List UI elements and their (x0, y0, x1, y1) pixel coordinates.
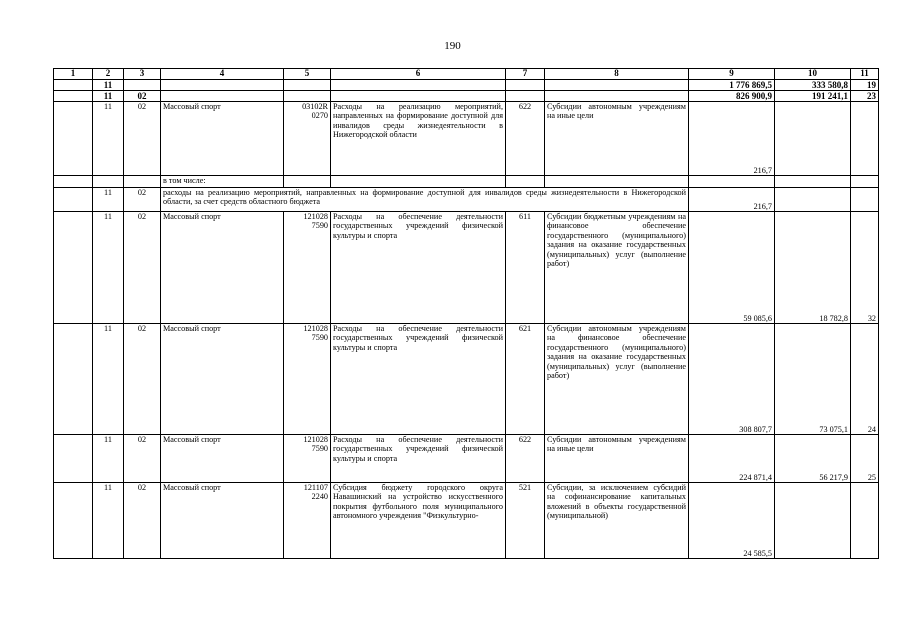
subsection-total-row (54, 91, 879, 102)
expense-type-code: 611 (506, 212, 545, 324)
section-total-row (54, 80, 879, 91)
amount-col10: 18 782,8 (775, 212, 851, 324)
expense-description: Расходы на обеспечение деятельности государственных учреждений физической культуры и спорта (331, 212, 506, 324)
budget-table (53, 68, 879, 559)
target-article-code: 121028 7590 (284, 435, 331, 483)
expense-type-code: 622 (506, 102, 545, 176)
subsection-code (124, 80, 161, 91)
section-code: 11 (93, 102, 124, 176)
subsection-code: 02 (124, 212, 161, 324)
value-col11 (851, 483, 879, 559)
page-number: 190 (444, 40, 461, 52)
amount-col10 (775, 483, 851, 559)
target-article-code: 121107 2240 (284, 483, 331, 559)
table-row (54, 483, 879, 559)
expense-type-code: 622 (506, 435, 545, 483)
column-header: 7 (506, 69, 545, 80)
subsection-name: Массовый спорт (161, 483, 284, 559)
column-header: 11 (851, 69, 879, 80)
amount-col9: 59 085,6 (689, 212, 775, 324)
expense-description: Расходы на обеспечение деятельности государственных учреждений физической культуры и спорта (331, 324, 506, 435)
value-col11: 25 (851, 435, 879, 483)
subsection-name: Массовый спорт (161, 324, 284, 435)
amount-col10: 333 580,8 (775, 80, 851, 91)
amount-col9: 308 807,7 (689, 324, 775, 435)
target-article-code: 03102R 0270 (284, 102, 331, 176)
expense-description: Расходы на обеспечение деятельности государственных учреждений физической культуры и спорта (331, 435, 506, 483)
column-header: 3 (124, 69, 161, 80)
table-row (54, 176, 879, 188)
value-col11: 32 (851, 212, 879, 324)
section-code: 11 (93, 212, 124, 324)
amount-col10: 191 241,1 (775, 91, 851, 102)
subsection-name: Массовый спорт (161, 102, 284, 176)
amount-col10 (775, 102, 851, 176)
value-col11: 19 (851, 80, 879, 91)
amount-col9: 826 900,9 (689, 91, 775, 102)
expense-type-name: Субсидии автономным учреждениям на финансовое обеспечение государственного (муниципального) задания на оказание государственных (муниципальных) услуг (выполнение работ) (545, 324, 689, 435)
column-header: 9 (689, 69, 775, 80)
expense-description: Расходы на реализацию мероприятий, направленных на формирование доступной для инвалидов среды жизнедеятельности в Нижегородской области (331, 102, 506, 176)
column-header-row (54, 69, 879, 80)
value-col11: 23 (851, 91, 879, 102)
table-row (54, 102, 879, 176)
subsection-name: Массовый спорт (161, 435, 284, 483)
target-article-code: 121028 7590 (284, 212, 331, 324)
value-col11: 24 (851, 324, 879, 435)
subsection-code: 02 (124, 91, 161, 102)
table-row (54, 188, 879, 212)
expense-type-code: 621 (506, 324, 545, 435)
subsection-name: Массовый спорт (161, 212, 284, 324)
column-header: 2 (93, 69, 124, 80)
table-row (54, 435, 879, 483)
column-header: 4 (161, 69, 284, 80)
column-header: 6 (331, 69, 506, 80)
subsection-code: 02 (124, 102, 161, 176)
table-row (54, 324, 879, 435)
target-article-code: 121028 7590 (284, 324, 331, 435)
subsection-code: 02 (124, 435, 161, 483)
value-col11 (851, 102, 879, 176)
table-row (54, 212, 879, 324)
subsection-code: 02 (124, 188, 161, 212)
column-header: 8 (545, 69, 689, 80)
section-code: 11 (93, 91, 124, 102)
section-code: 11 (93, 80, 124, 91)
including-label: в том числе: (161, 176, 284, 188)
amount-col10: 73 075,1 (775, 324, 851, 435)
subsection-code: 02 (124, 324, 161, 435)
column-header: 10 (775, 69, 851, 80)
section-code: 11 (93, 483, 124, 559)
expense-type-name: Субсидии бюджетным учреждениям на финансовое обеспечение государственного (муниципального) задания на оказание государственных (муниципальных) услуг (выполнение работ) (545, 212, 689, 324)
expense-type-name: Субсидии автономным учреждениям на иные цели (545, 102, 689, 176)
column-header: 1 (54, 69, 93, 80)
amount-col9: 216,7 (689, 102, 775, 176)
section-code: 11 (93, 324, 124, 435)
section-code: 11 (93, 188, 124, 212)
expense-description: Субсидия бюджету городского округа Навашинский на устройство искусственного покрытия футбольного поля муниципального автономного учреждения "Физкультурно- (331, 483, 506, 559)
column-header: 5 (284, 69, 331, 80)
subsection-code: 02 (124, 483, 161, 559)
amount-col9: 224 871,4 (689, 435, 775, 483)
amount-col9: 216,7 (689, 188, 775, 212)
section-code: 11 (93, 435, 124, 483)
amount-col10: 56 217,9 (775, 435, 851, 483)
expense-type-name: Субсидии, за исключением субсидий на софинансирование капитальных вложений в объекты государственной (муниципальной) (545, 483, 689, 559)
amount-col9: 1 776 869,5 (689, 80, 775, 91)
expense-type-code: 521 (506, 483, 545, 559)
expense-description: расходы на реализацию мероприятий, направленных на формирование доступной для инвалидов среды жизнедеятельности в Нижегородской области, за счет средств областного бюджета (161, 188, 689, 212)
expense-type-name: Субсидии автономным учреждениям на иные цели (545, 435, 689, 483)
amount-col9: 24 585,5 (689, 483, 775, 559)
